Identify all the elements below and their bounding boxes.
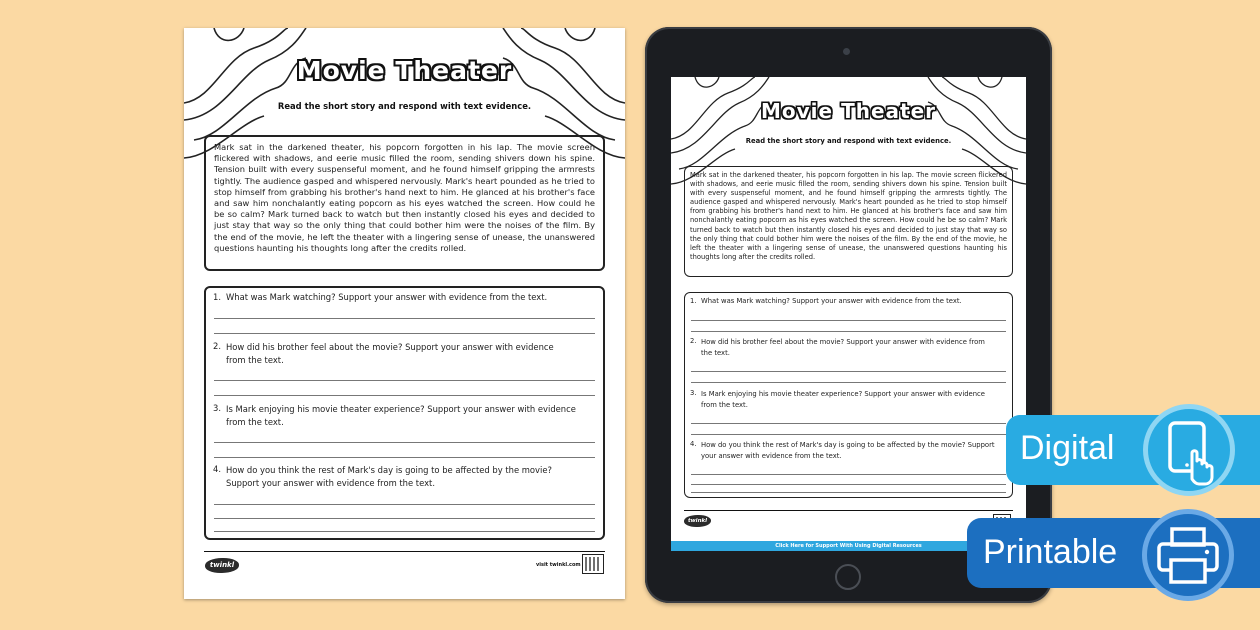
answer-line[interactable] bbox=[214, 457, 595, 458]
worksheet-instruction: Read the short story and respond with text evidence. bbox=[745, 137, 952, 145]
worksheet-title: Movie Theater bbox=[761, 99, 936, 123]
question-number: 1. bbox=[690, 297, 697, 305]
tablet-touch-icon-graphic bbox=[1148, 409, 1230, 491]
question-number: 4. bbox=[690, 440, 697, 448]
footer-divider bbox=[684, 510, 1013, 511]
story-box[interactable] bbox=[684, 166, 1013, 277]
answer-line[interactable] bbox=[214, 395, 595, 396]
worksheet-instruction: Read the short story and respond with text evidence. bbox=[277, 101, 532, 111]
answer-input[interactable] bbox=[691, 320, 1006, 321]
question-number: 2. bbox=[213, 341, 221, 351]
visit-url: visit twinkl.com bbox=[536, 562, 581, 568]
tablet-screen bbox=[671, 77, 1026, 551]
question-number: 3. bbox=[690, 389, 697, 397]
printable-worksheet bbox=[184, 28, 625, 599]
answer-input[interactable] bbox=[691, 474, 1006, 475]
answer-input[interactable] bbox=[691, 434, 1006, 435]
answer-input[interactable] bbox=[691, 492, 1006, 493]
printer-icon bbox=[1142, 509, 1234, 601]
tablet-touch-icon bbox=[1143, 404, 1235, 496]
question-number: 2. bbox=[690, 337, 697, 345]
question-text: How did his brother feel about the movie? Support your answer with evidence from the text. bbox=[226, 342, 554, 365]
worksheet-title: Movie Theater bbox=[296, 56, 513, 85]
home-button[interactable] bbox=[835, 564, 861, 590]
story-text: Mark sat in the darkened theater, his popcorn forgotten in his lap. The movie screen flickered with shadows, and eerie music filled the room, sending shivers down his spine. Tension built with every suspenseful moment, and he found himself gripping the armrests tightly. The audience gasped and whispered nervously. Mark's heart pounded as he tried to stop himself from grabbing his brother's hand next to him. He glanced at his brother's face and saw him nonchalantly eating popcorn as his eyes watched the screen. How could he be so calm? Mark turned back to watch but then instantly closed his eyes and decided to just stay that way so the only thing that could bother him were the noises of the film. By the end of the movie, he left the theater with a lingering sense of unease, the unanswered questions haunting his thoughts long after the credits rolled. bbox=[690, 171, 1007, 261]
question-text: How do you think the rest of Mark's day is going to be affected by the movie? Support your answer with evidence from the text. bbox=[701, 441, 995, 460]
question-text: How did his brother feel about the movie? Support your answer with evidence from the text. bbox=[701, 338, 985, 357]
answer-line[interactable] bbox=[214, 442, 595, 443]
question-text: What was Mark watching? Support your answer with evidence from the text. bbox=[701, 297, 962, 305]
story-text: Mark sat in the darkened theater, his popcorn forgotten in his lap. The movie screen flickered with shadows, and eerie music filled the room, sending shivers down his spine. Tension built with every suspenseful moment, and he found himself gripping the armrests tightly. The audience gasped and whispered nervously. Mark's heart pounded as he tried to stop himself from grabbing his brother's hand next to him. He glanced at his brother's face and saw him nonchalantly eating popcorn as his eyes watched the screen. How could he be so calm? Mark turned back to watch but then instantly closed his eyes and decided to just stay that way so the only thing that could bother him were the noises of the film. By the end of the movie, he left the theater with a lingering sense of unease, the unanswered questions haunting his thoughts long after the credits rolled. bbox=[214, 142, 595, 253]
answer-input[interactable] bbox=[691, 484, 1006, 485]
questions-box bbox=[684, 292, 1013, 498]
tablet-device bbox=[645, 27, 1052, 603]
qr-code bbox=[582, 554, 604, 574]
answer-line[interactable] bbox=[214, 518, 595, 519]
question-text: Is Mark enjoying his movie theater experience? Support your answer with evidence from the text. bbox=[226, 404, 576, 427]
answer-input[interactable] bbox=[691, 371, 1006, 372]
answer-input[interactable] bbox=[691, 331, 1006, 332]
answer-line[interactable] bbox=[214, 504, 595, 505]
twinkl-logo: twinkl bbox=[684, 515, 711, 527]
camera-icon bbox=[843, 48, 850, 55]
story-box bbox=[204, 135, 605, 271]
question-text: How do you think the rest of Mark's day is going to be affected by the movie? Support your answer with evidence from the text. bbox=[226, 465, 552, 488]
questions-box bbox=[204, 286, 605, 540]
answer-input[interactable] bbox=[691, 423, 1006, 424]
question-text: Is Mark enjoying his movie theater experience? Support your answer with evidence from the text. bbox=[701, 390, 985, 409]
printer-icon-graphic bbox=[1147, 514, 1229, 596]
answer-line[interactable] bbox=[214, 318, 595, 319]
digital-support-link[interactable]: Click Here for Support With Using Digital Resources bbox=[671, 541, 1026, 551]
question-text: What was Mark watching? Support your answer with evidence from the text. bbox=[226, 292, 548, 302]
answer-line[interactable] bbox=[214, 380, 595, 381]
answer-line[interactable] bbox=[214, 333, 595, 334]
digital-label: Digital bbox=[1020, 429, 1115, 467]
twinkl-logo: twinkl bbox=[205, 558, 239, 573]
answer-input[interactable] bbox=[691, 382, 1006, 383]
footer-divider bbox=[204, 551, 605, 552]
printable-label: Printable bbox=[983, 533, 1118, 571]
answer-line[interactable] bbox=[214, 531, 595, 532]
question-number: 3. bbox=[213, 403, 221, 413]
question-number: 1. bbox=[213, 292, 221, 302]
question-number: 4. bbox=[213, 464, 221, 474]
